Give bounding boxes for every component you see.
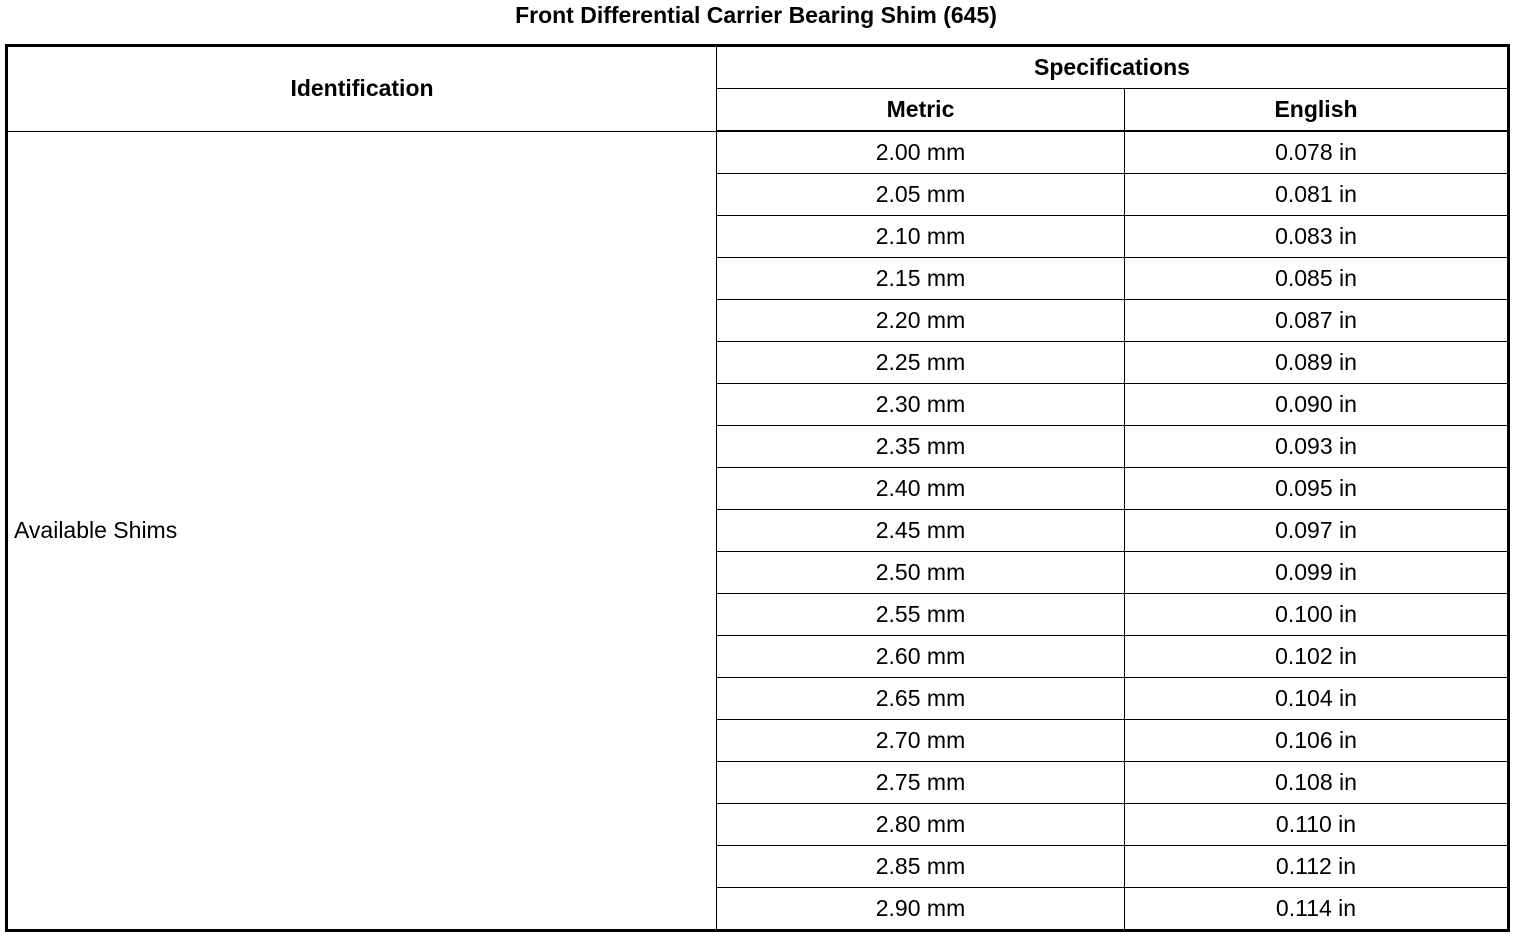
metric-cell: 2.30 mm — [717, 384, 1125, 426]
metric-cell: 2.80 mm — [717, 804, 1125, 846]
shim-spec-table — [5, 44, 1510, 932]
identification-header: Identification — [7, 46, 717, 132]
english-cell: 0.095 in — [1125, 468, 1509, 510]
metric-cell: 2.60 mm — [717, 636, 1125, 678]
metric-cell: 2.15 mm — [717, 258, 1125, 300]
metric-cell: 2.40 mm — [717, 468, 1125, 510]
english-header: English — [1125, 89, 1509, 132]
metric-cell: 2.25 mm — [717, 342, 1125, 384]
english-cell: 0.081 in — [1125, 174, 1509, 216]
english-cell: 0.078 in — [1125, 131, 1509, 174]
page-title: Front Differential Carrier Bearing Shim (645) — [515, 2, 997, 28]
english-cell: 0.089 in — [1125, 342, 1509, 384]
table-header — [7, 46, 1509, 132]
english-cell: 0.102 in — [1125, 636, 1509, 678]
english-cell: 0.083 in — [1125, 216, 1509, 258]
english-cell: 0.104 in — [1125, 678, 1509, 720]
metric-cell: 2.65 mm — [717, 678, 1125, 720]
metric-cell: 2.00 mm — [717, 131, 1125, 174]
english-cell: 0.106 in — [1125, 720, 1509, 762]
metric-cell: 2.35 mm — [717, 426, 1125, 468]
english-cell: 0.108 in — [1125, 762, 1509, 804]
english-cell: 0.112 in — [1125, 846, 1509, 888]
table-row — [7, 131, 1509, 174]
metric-cell: 2.10 mm — [717, 216, 1125, 258]
metric-cell: 2.20 mm — [717, 300, 1125, 342]
metric-cell: 2.85 mm — [717, 846, 1125, 888]
metric-cell: 2.45 mm — [717, 510, 1125, 552]
metric-cell: 2.75 mm — [717, 762, 1125, 804]
metric-cell: 2.50 mm — [717, 552, 1125, 594]
english-cell: 0.087 in — [1125, 300, 1509, 342]
table-body — [7, 131, 1509, 931]
metric-header: Metric — [717, 89, 1125, 132]
metric-cell: 2.70 mm — [717, 720, 1125, 762]
english-cell: 0.085 in — [1125, 258, 1509, 300]
english-cell: 0.099 in — [1125, 552, 1509, 594]
identification-cell: Available Shims — [7, 131, 717, 931]
english-cell: 0.093 in — [1125, 426, 1509, 468]
english-cell: 0.097 in — [1125, 510, 1509, 552]
english-cell: 0.110 in — [1125, 804, 1509, 846]
header-row-top — [7, 46, 1509, 89]
english-cell: 0.114 in — [1125, 888, 1509, 931]
metric-cell: 2.05 mm — [717, 174, 1125, 216]
metric-cell: 2.90 mm — [717, 888, 1125, 931]
english-cell: 0.100 in — [1125, 594, 1509, 636]
english-cell: 0.090 in — [1125, 384, 1509, 426]
specifications-header: Specifications — [717, 46, 1509, 89]
metric-cell: 2.55 mm — [717, 594, 1125, 636]
